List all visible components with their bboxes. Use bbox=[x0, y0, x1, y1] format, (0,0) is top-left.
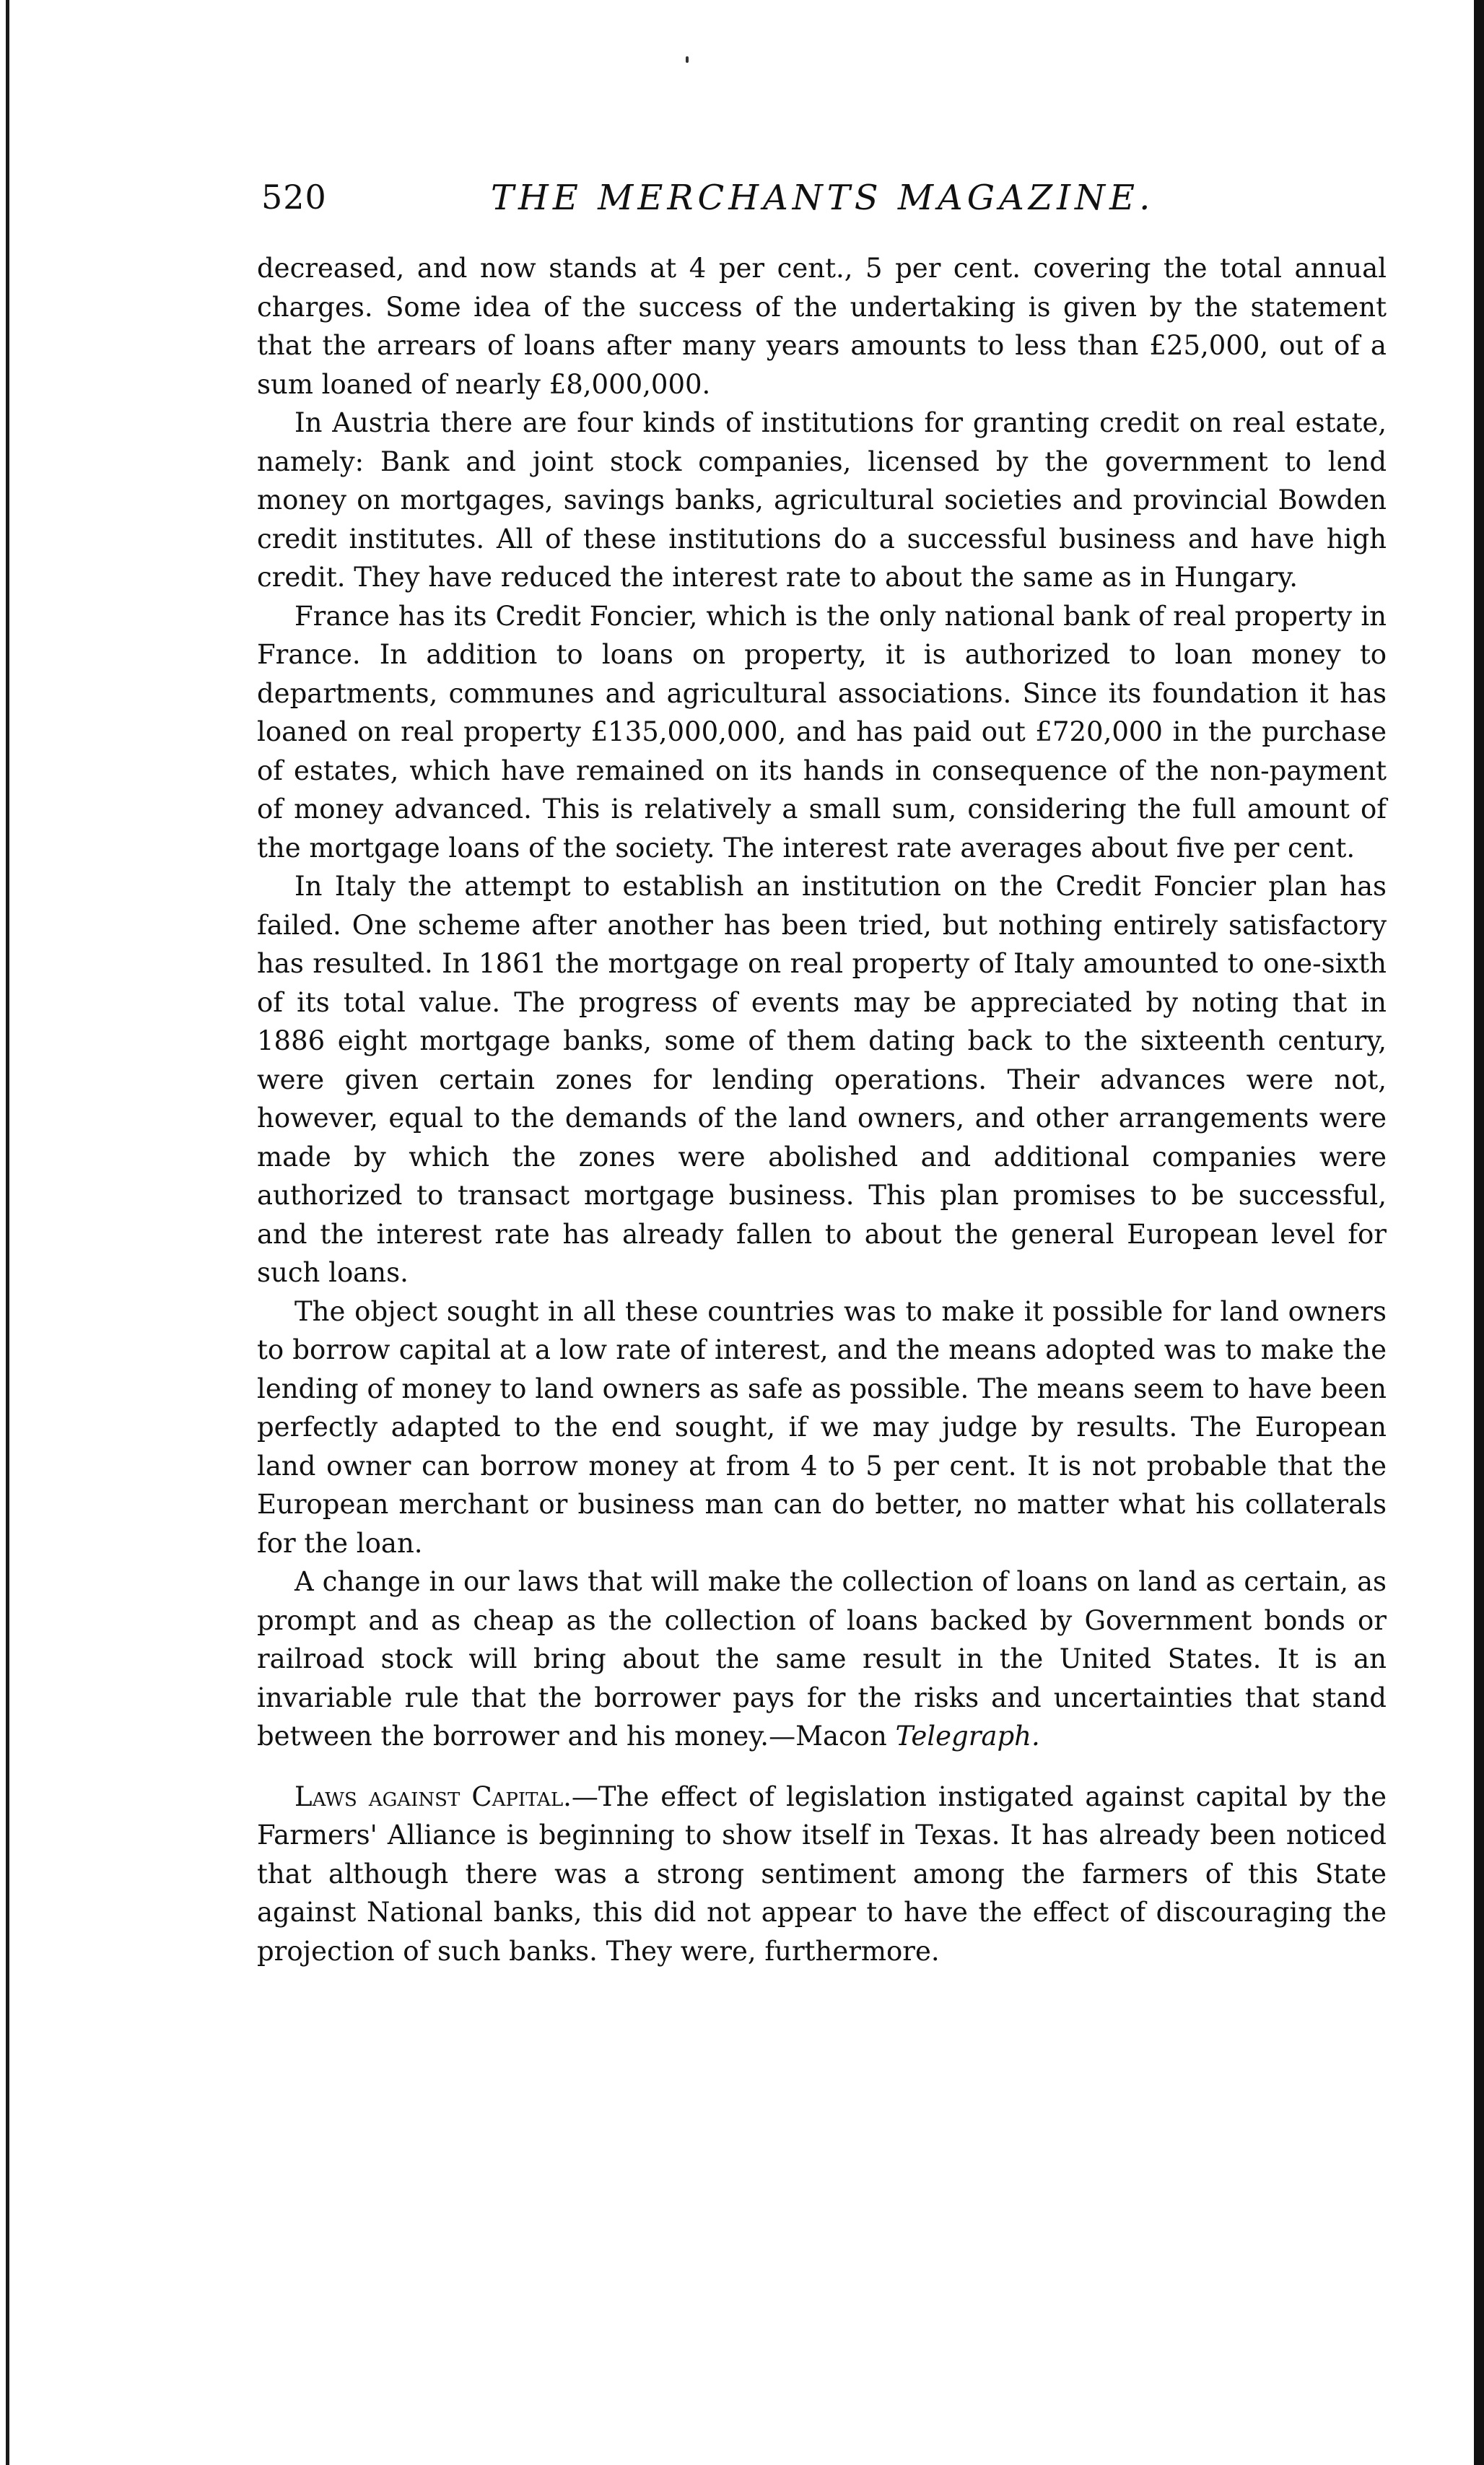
article-body bbox=[257, 249, 1387, 1970]
paragraph-italy: In Italy the attempt to establish an institution on the Credit Foncier plan has failed. One scheme after another has been tried, but nothing entirely satisfactory has resulted. In 1861 the mortgage on real property of Italy amounted to one-sixth of its total value. The progress of events may be appreciated by noting that in 1886 eight mortgage banks, some of them dating back to the sixteenth century, were given certain zones for lending operations. Their advances were not, however, equal to the demands of the land owners, and other arrangements were made by which the zones were abolished and additional companies were authorized to transact mortgage business. This plan promises to be successful, and the interest rate has already fallen to about the general European level for such loans. bbox=[257, 871, 1387, 1288]
paragraph-austria: In Austria there are four kinds of institutions for granting credit on real estate, namely: Bank and joint stock companies, licensed by the government to lend money on mortgages, savings banks, agricultural societies and provincial Bowden credit institutes. All of these institutions do a successful business and have high credit. They have reduced the interest rate to about the same as in Hungary. bbox=[257, 407, 1387, 593]
scan-speck bbox=[686, 56, 689, 63]
page-header bbox=[261, 178, 1182, 228]
paragraph-france: France has its Credit Foncier, which is the only national bank of real property in France. In addition to loans on property, it is authorized to loan money to departments, communes and agricultural associations. Since its foundation it has loaned on real property £135,000,000, and has paid out £720,000 in the purchase of estates, which have remained on its hands in consequence of the non-payment of money advanced. This is relatively a small sum, considering the full amount of the mortgage loans of the society. The interest rate averages about five per cent. bbox=[257, 600, 1387, 864]
running-title: THE MERCHANTS MAGAZINE. bbox=[491, 178, 1155, 218]
paragraph-laws-against-capital bbox=[257, 1778, 1387, 1971]
paragraph-object-sought: The object sought in all these countries was to make it possible for land owners to borrow capital at a low rate of interest, and the means adopted was to make the lending of money to land owners as safe as possible. The means seem to have been perfectly adapted to the end sought, if we may judge by results. The European land owner can borrow money at from 4 to 5 per cent. It is not probable that the European merchant or business man can do better, no matter what his collaterals for the loan. bbox=[257, 1295, 1387, 1559]
page-number: 520 bbox=[261, 178, 327, 217]
scan-edge-left bbox=[6, 0, 9, 2465]
paragraph-laws-text: —The effect of legislation instigated against capital by the Farmers' Alliance is beginning to show itself in Texas. It has already been noticed that although there was a strong sentiment among the farmers of this State against National banks, this did not appear to have the effect of discouraging the projection of such banks. They were, furthermore. bbox=[257, 1781, 1387, 1967]
paragraph-continuation: decreased, and now stands at 4 per cent., 5 per cent. covering the total annual charges. Some idea of the success of the undertaking is given by the statement that the arrears of loans after many years amounts to less than £25,000, out of a sum loaned of nearly £8,000,000. bbox=[257, 253, 1387, 400]
section-heading: Laws against Capital. bbox=[294, 1781, 572, 1812]
paragraph-change-text: A change in our laws that will make the collection of loans on land as certain, as prompt and as cheap as the collection of loans backed by Government bonds or railroad stock will bring about the same result in the United States. It is an invariable rule that the borrower pays for the risks and uncertainties that stand between the borrower and his money.—Macon bbox=[257, 1566, 1387, 1752]
paragraph-change-in-laws bbox=[257, 1562, 1387, 1756]
source-citation: Telegraph. bbox=[895, 1721, 1040, 1752]
scan-edge-right bbox=[1474, 0, 1484, 2465]
